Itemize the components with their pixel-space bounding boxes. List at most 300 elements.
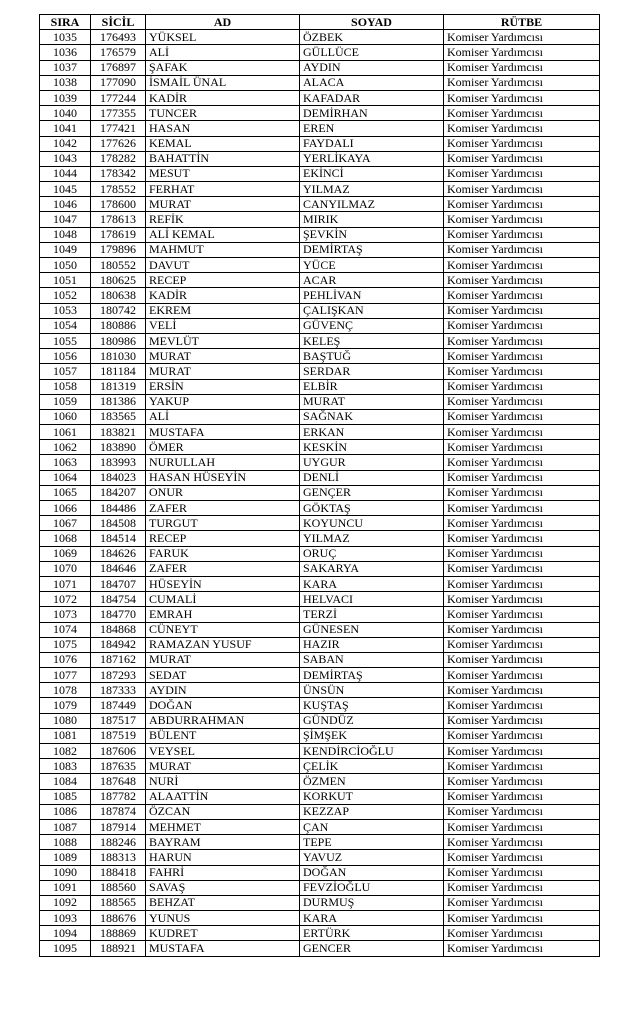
cell-soyad: DEMİRTAŞ [300,242,444,257]
cell-sira: 1088 [40,835,91,850]
cell-sira: 1035 [40,30,91,45]
cell-sira: 1073 [40,607,91,622]
cell-ad: HASAN HÜSEYİN [146,470,300,485]
table-row [40,728,600,743]
cell-ad: ZAFER [146,501,300,516]
cell-sira: 1084 [40,774,91,789]
cell-ad: MUSTAFA [146,941,300,956]
cell-soyad: UYGUR [300,455,444,470]
cell-sira: 1057 [40,364,91,379]
cell-rutbe: Komiser Yardımcısı [444,470,600,485]
cell-soyad: GENCER [300,941,444,956]
cell-ad: ALİ KEMAL [146,227,300,242]
cell-sicil: 178600 [91,197,146,212]
table-row [40,652,600,667]
cell-ad: MURAT [146,759,300,774]
table-row [40,349,600,364]
cell-soyad: KENDİRCİOĞLU [300,744,444,759]
cell-ad: TUNCER [146,106,300,121]
cell-soyad: ŞİMŞEK [300,728,444,743]
cell-sira: 1090 [40,865,91,880]
table-row [40,90,600,105]
cell-rutbe: Komiser Yardımcısı [444,212,600,227]
cell-sira: 1069 [40,546,91,561]
cell-ad: BEHZAT [146,895,300,910]
table-row [40,318,600,333]
cell-ad: HÜSEYİN [146,576,300,591]
cell-soyad: MIRIK [300,212,444,227]
cell-rutbe: Komiser Yardımcısı [444,728,600,743]
cell-rutbe: Komiser Yardımcısı [444,455,600,470]
table-row [40,258,600,273]
cell-sicil: 187914 [91,819,146,834]
cell-ad: HASAN [146,121,300,136]
cell-soyad: GÜNDÜZ [300,713,444,728]
cell-soyad: FAYDALI [300,136,444,151]
cell-soyad: YILMAZ [300,182,444,197]
table-row [40,546,600,561]
cell-sira: 1085 [40,789,91,804]
cell-sira: 1036 [40,45,91,60]
cell-soyad: KELEŞ [300,333,444,348]
cell-rutbe: Komiser Yardımcısı [444,409,600,424]
cell-ad: ZAFER [146,561,300,576]
cell-soyad: HELVACI [300,592,444,607]
table-row [40,941,600,956]
table-row [40,242,600,257]
table-row [40,273,600,288]
cell-ad: TURGUT [146,516,300,531]
cell-sicil: 178619 [91,227,146,242]
cell-sicil: 180986 [91,333,146,348]
table-row [40,835,600,850]
cell-ad: ONUR [146,485,300,500]
table-row [40,45,600,60]
cell-rutbe: Komiser Yardımcısı [444,744,600,759]
header-rutbe: RÜTBE [444,15,600,30]
cell-soyad: YÜCE [300,258,444,273]
cell-ad: MURAT [146,349,300,364]
cell-ad: KEMAL [146,136,300,151]
cell-ad: SAVAŞ [146,880,300,895]
table-row [40,607,600,622]
cell-rutbe: Komiser Yardımcısı [444,926,600,941]
table-row [40,470,600,485]
cell-ad: İSMAİL ÜNAL [146,75,300,90]
cell-soyad: KAFADAR [300,90,444,105]
table-row [40,394,600,409]
cell-sicil: 178552 [91,182,146,197]
table-row [40,819,600,834]
cell-sicil: 180742 [91,303,146,318]
cell-rutbe: Komiser Yardımcısı [444,880,600,895]
cell-sicil: 187874 [91,804,146,819]
cell-ad: MEVLÜT [146,333,300,348]
cell-sicil: 180638 [91,288,146,303]
cell-sira: 1042 [40,136,91,151]
cell-rutbe: Komiser Yardımcısı [444,576,600,591]
cell-soyad: GÖKTAŞ [300,501,444,516]
cell-soyad: DENLİ [300,470,444,485]
cell-soyad: EKİNCİ [300,166,444,181]
cell-rutbe: Komiser Yardımcısı [444,440,600,455]
cell-ad: YÜKSEL [146,30,300,45]
cell-soyad: ORUÇ [300,546,444,561]
cell-soyad: BAŞTUĞ [300,349,444,364]
table-row [40,804,600,819]
cell-sicil: 184770 [91,607,146,622]
cell-sira: 1080 [40,713,91,728]
cell-rutbe: Komiser Yardımcısı [444,911,600,926]
table-row [40,30,600,45]
cell-ad: NURULLAH [146,455,300,470]
cell-sira: 1040 [40,106,91,121]
cell-soyad: ŞEVKİN [300,227,444,242]
cell-sicil: 188313 [91,850,146,865]
cell-ad: ALİ [146,45,300,60]
cell-sicil: 184868 [91,622,146,637]
cell-sicil: 188676 [91,911,146,926]
cell-sira: 1079 [40,698,91,713]
table-row [40,409,600,424]
cell-sira: 1072 [40,592,91,607]
cell-rutbe: Komiser Yardımcısı [444,364,600,379]
table-row [40,622,600,637]
cell-sira: 1077 [40,668,91,683]
cell-rutbe: Komiser Yardımcısı [444,607,600,622]
cell-sicil: 183821 [91,425,146,440]
cell-sira: 1064 [40,470,91,485]
cell-sicil: 177626 [91,136,146,151]
cell-soyad: SERDAR [300,364,444,379]
cell-sira: 1086 [40,804,91,819]
cell-ad: BAHATTİN [146,151,300,166]
cell-soyad: KORKUT [300,789,444,804]
table-row [40,166,600,181]
table-row [40,880,600,895]
cell-sira: 1051 [40,273,91,288]
cell-ad: FARUK [146,546,300,561]
cell-ad: ŞAFAK [146,60,300,75]
table-row [40,713,600,728]
cell-sira: 1081 [40,728,91,743]
cell-sira: 1061 [40,425,91,440]
table-row [40,227,600,242]
cell-sicil: 179896 [91,242,146,257]
cell-rutbe: Komiser Yardımcısı [444,75,600,90]
cell-ad: EKREM [146,303,300,318]
cell-sira: 1068 [40,531,91,546]
cell-sicil: 184023 [91,470,146,485]
cell-sicil: 187293 [91,668,146,683]
cell-sicil: 184207 [91,485,146,500]
cell-ad: BAYRAM [146,835,300,850]
cell-sira: 1094 [40,926,91,941]
cell-ad: CUMALİ [146,592,300,607]
cell-sira: 1083 [40,759,91,774]
cell-soyad: ÖZBEK [300,30,444,45]
cell-sicil: 177090 [91,75,146,90]
cell-ad: RECEP [146,531,300,546]
cell-sira: 1089 [40,850,91,865]
table-row [40,576,600,591]
cell-sicil: 183890 [91,440,146,455]
cell-sira: 1054 [40,318,91,333]
cell-sira: 1074 [40,622,91,637]
cell-ad: YAKUP [146,394,300,409]
cell-ad: KADİR [146,90,300,105]
cell-ad: DAVUT [146,258,300,273]
cell-sira: 1050 [40,258,91,273]
cell-ad: DOĞAN [146,698,300,713]
cell-sira: 1041 [40,121,91,136]
cell-sira: 1060 [40,409,91,424]
table-row [40,288,600,303]
cell-sira: 1047 [40,212,91,227]
table-row [40,106,600,121]
cell-sira: 1092 [40,895,91,910]
cell-sicil: 187635 [91,759,146,774]
cell-sicil: 176897 [91,60,146,75]
cell-rutbe: Komiser Yardımcısı [444,349,600,364]
table-row [40,425,600,440]
cell-sicil: 177355 [91,106,146,121]
cell-ad: ABDURRAHMAN [146,713,300,728]
cell-ad: MESUT [146,166,300,181]
cell-soyad: SABAN [300,652,444,667]
cell-sicil: 183565 [91,409,146,424]
cell-sira: 1075 [40,637,91,652]
cell-ad: AYDIN [146,683,300,698]
cell-rutbe: Komiser Yardımcısı [444,60,600,75]
cell-sicil: 178613 [91,212,146,227]
table-row [40,485,600,500]
table-row [40,440,600,455]
table-row [40,561,600,576]
cell-sira: 1059 [40,394,91,409]
cell-soyad: ELBİR [300,379,444,394]
cell-rutbe: Komiser Yardımcısı [444,30,600,45]
cell-sira: 1056 [40,349,91,364]
cell-sicil: 188246 [91,835,146,850]
cell-ad: KUDRET [146,926,300,941]
cell-ad: ERSİN [146,379,300,394]
cell-sira: 1052 [40,288,91,303]
cell-ad: SEDAT [146,668,300,683]
cell-rutbe: Komiser Yardımcısı [444,182,600,197]
cell-soyad: YAVUZ [300,850,444,865]
table-row [40,197,600,212]
cell-sicil: 177421 [91,121,146,136]
cell-rutbe: Komiser Yardımcısı [444,759,600,774]
cell-sira: 1095 [40,941,91,956]
cell-ad: MUSTAFA [146,425,300,440]
cell-rutbe: Komiser Yardımcısı [444,136,600,151]
table-row [40,516,600,531]
cell-ad: MURAT [146,197,300,212]
cell-sicil: 187333 [91,683,146,698]
cell-soyad: DEMİRHAN [300,106,444,121]
cell-rutbe: Komiser Yardımcısı [444,516,600,531]
cell-ad: RAMAZAN YUSUF [146,637,300,652]
cell-soyad: YERLİKAYA [300,151,444,166]
cell-sicil: 184514 [91,531,146,546]
cell-sicil: 181030 [91,349,146,364]
table-row [40,911,600,926]
cell-sira: 1071 [40,576,91,591]
cell-sicil: 183993 [91,455,146,470]
table-row [40,75,600,90]
cell-soyad: DEMİRTAŞ [300,668,444,683]
cell-soyad: PEHLİVAN [300,288,444,303]
cell-soyad: KARA [300,911,444,926]
cell-ad: EMRAH [146,607,300,622]
cell-soyad: ÜNSÜN [300,683,444,698]
table-row [40,60,600,75]
cell-soyad: ERKAN [300,425,444,440]
cell-sira: 1046 [40,197,91,212]
header-ad: AD [146,15,300,30]
cell-sicil: 181386 [91,394,146,409]
cell-soyad: TEPE [300,835,444,850]
cell-sicil: 188921 [91,941,146,956]
table-row [40,789,600,804]
cell-ad: VEYSEL [146,744,300,759]
cell-rutbe: Komiser Yardımcısı [444,425,600,440]
cell-sicil: 176493 [91,30,146,45]
cell-rutbe: Komiser Yardımcısı [444,531,600,546]
cell-soyad: KUŞTAŞ [300,698,444,713]
cell-sicil: 177244 [91,90,146,105]
cell-sira: 1049 [40,242,91,257]
cell-soyad: ERTÜRK [300,926,444,941]
cell-rutbe: Komiser Yardımcısı [444,273,600,288]
cell-rutbe: Komiser Yardımcısı [444,819,600,834]
cell-sicil: 184754 [91,592,146,607]
cell-rutbe: Komiser Yardımcısı [444,713,600,728]
cell-soyad: ÇALIŞKAN [300,303,444,318]
cell-sicil: 178342 [91,166,146,181]
cell-rutbe: Komiser Yardımcısı [444,622,600,637]
cell-soyad: ÖZMEN [300,774,444,789]
cell-sicil: 184707 [91,576,146,591]
cell-soyad: GÜVENÇ [300,318,444,333]
cell-soyad: KARA [300,576,444,591]
cell-sira: 1067 [40,516,91,531]
cell-soyad: TERZİ [300,607,444,622]
cell-soyad: DOĞAN [300,865,444,880]
personnel-table [39,14,600,957]
header-soyad: SOYAD [300,15,444,30]
cell-ad: ÖMER [146,440,300,455]
cell-soyad: SAĞNAK [300,409,444,424]
cell-sicil: 188869 [91,926,146,941]
table-row [40,455,600,470]
cell-sira: 1082 [40,744,91,759]
cell-ad: MURAT [146,364,300,379]
cell-ad: KADİR [146,288,300,303]
cell-ad: MURAT [146,652,300,667]
header-row [40,15,600,30]
cell-sicil: 187606 [91,744,146,759]
cell-ad: MEHMET [146,819,300,834]
cell-sira: 1065 [40,485,91,500]
table-header [40,15,600,30]
table-row [40,668,600,683]
cell-rutbe: Komiser Yardımcısı [444,106,600,121]
cell-soyad: FEVZİOĞLU [300,880,444,895]
table-row [40,895,600,910]
cell-soyad: DURMUŞ [300,895,444,910]
table-row [40,637,600,652]
cell-rutbe: Komiser Yardımcısı [444,637,600,652]
cell-sicil: 187782 [91,789,146,804]
cell-soyad: YILMAZ [300,531,444,546]
cell-rutbe: Komiser Yardımcısı [444,227,600,242]
cell-rutbe: Komiser Yardımcısı [444,668,600,683]
cell-sicil: 180886 [91,318,146,333]
cell-soyad: CANYILMAZ [300,197,444,212]
cell-ad: BÜLENT [146,728,300,743]
cell-rutbe: Komiser Yardımcısı [444,683,600,698]
table-row [40,744,600,759]
table-row [40,774,600,789]
cell-sira: 1078 [40,683,91,698]
cell-soyad: SAKARYA [300,561,444,576]
cell-sicil: 178282 [91,151,146,166]
cell-rutbe: Komiser Yardımcısı [444,895,600,910]
cell-soyad: GÜNESEN [300,622,444,637]
cell-rutbe: Komiser Yardımcısı [444,318,600,333]
cell-sicil: 184508 [91,516,146,531]
cell-ad: YUNUS [146,911,300,926]
cell-sira: 1087 [40,819,91,834]
table-row [40,531,600,546]
table-row [40,850,600,865]
cell-sicil: 181319 [91,379,146,394]
table-row [40,182,600,197]
cell-ad: ALAATTİN [146,789,300,804]
cell-soyad: GÜLLÜCE [300,45,444,60]
cell-ad: REFİK [146,212,300,227]
cell-soyad: ACAR [300,273,444,288]
cell-rutbe: Komiser Yardımcısı [444,303,600,318]
cell-rutbe: Komiser Yardımcısı [444,258,600,273]
cell-sira: 1070 [40,561,91,576]
cell-sicil: 187517 [91,713,146,728]
cell-rutbe: Komiser Yardımcısı [444,652,600,667]
cell-rutbe: Komiser Yardımcısı [444,485,600,500]
cell-sira: 1058 [40,379,91,394]
cell-sira: 1037 [40,60,91,75]
cell-sira: 1062 [40,440,91,455]
cell-sira: 1063 [40,455,91,470]
cell-rutbe: Komiser Yardımcısı [444,698,600,713]
cell-sira: 1055 [40,333,91,348]
cell-sicil: 188418 [91,865,146,880]
cell-rutbe: Komiser Yardımcısı [444,865,600,880]
cell-soyad: ALACA [300,75,444,90]
header-sicil: SİCİL [91,15,146,30]
cell-rutbe: Komiser Yardımcısı [444,774,600,789]
cell-rutbe: Komiser Yardımcısı [444,90,600,105]
cell-soyad: HAZIR [300,637,444,652]
cell-sicil: 184486 [91,501,146,516]
table-row [40,683,600,698]
cell-rutbe: Komiser Yardımcısı [444,546,600,561]
cell-rutbe: Komiser Yardımcısı [444,166,600,181]
cell-soyad: ÇAN [300,819,444,834]
